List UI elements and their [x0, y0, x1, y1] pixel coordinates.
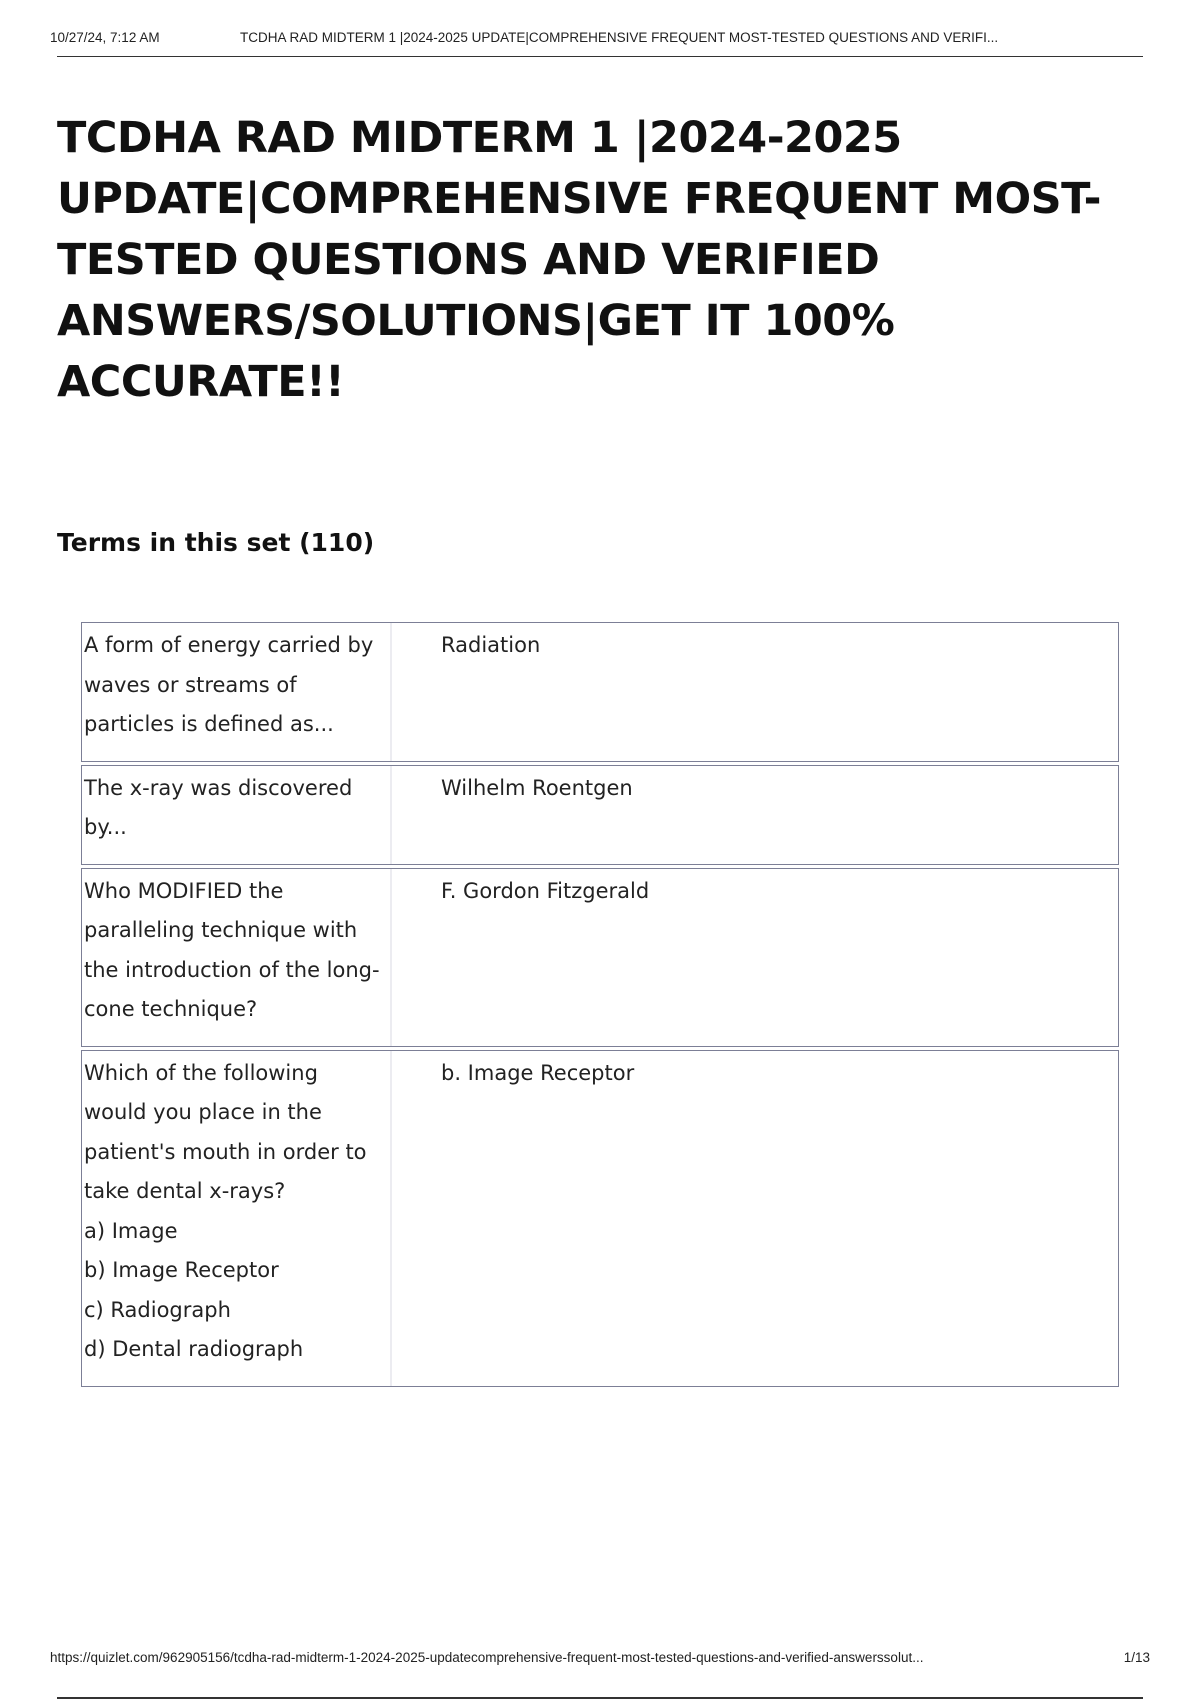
term-text: A form of energy carried by waves or streams of particles is defined as... — [82, 623, 392, 761]
definition-text: Radiation — [441, 633, 541, 657]
print-url[interactable]: https://quizlet.com/962905156/tcdha-rad-midterm-1-2024-2025-updatecomprehensive-frequent-most-tested-questions-and-verified-answerssolut... — [50, 1650, 924, 1665]
term-row — [81, 765, 1119, 865]
header-divider — [57, 56, 1143, 57]
term-row — [81, 1050, 1119, 1387]
term-row — [81, 868, 1119, 1047]
term-text: Which of the following would you place in the patient's mouth in order to take dental x-rays? a) Image b) Image Receptor c) Radiograph d) Dental radiograph — [82, 1051, 392, 1386]
terms-table — [81, 622, 1119, 1387]
definition-text: F. Gordon Fitzgerald — [441, 878, 650, 903]
print-header — [50, 30, 1145, 45]
definition-text: Wilhelm Roentgen — [441, 775, 633, 800]
term-row — [81, 622, 1119, 762]
terms-heading: Terms in this set (110) — [57, 528, 375, 557]
print-datetime: 10/27/24, 7:12 AM — [50, 30, 160, 45]
print-footer — [50, 1650, 1150, 1665]
footer-divider — [57, 1697, 1143, 1699]
term-text: The x-ray was discovered by... — [82, 766, 392, 864]
page-number: 1/13 — [1123, 1650, 1150, 1665]
page-title: TCDHA RAD MIDTERM 1 |2024-2025 UPDATE|COMPREHENSIVE FREQUENT MOST-TESTED QUESTIONS AND VERIFIED ANSWERS/SOLUTIONS|GET IT 100% ACCURATE!! — [57, 113, 1101, 407]
definition-text: b. Image Receptor — [441, 1060, 635, 1085]
term-text: Who MODIFIED the paralleling technique with the introduction of the long-cone technique? — [82, 869, 392, 1046]
print-doc-title: TCDHA RAD MIDTERM 1 |2024-2025 UPDATE|COMPREHENSIVE FREQUENT MOST-TESTED QUESTIONS AND VERIFI... — [240, 30, 999, 45]
